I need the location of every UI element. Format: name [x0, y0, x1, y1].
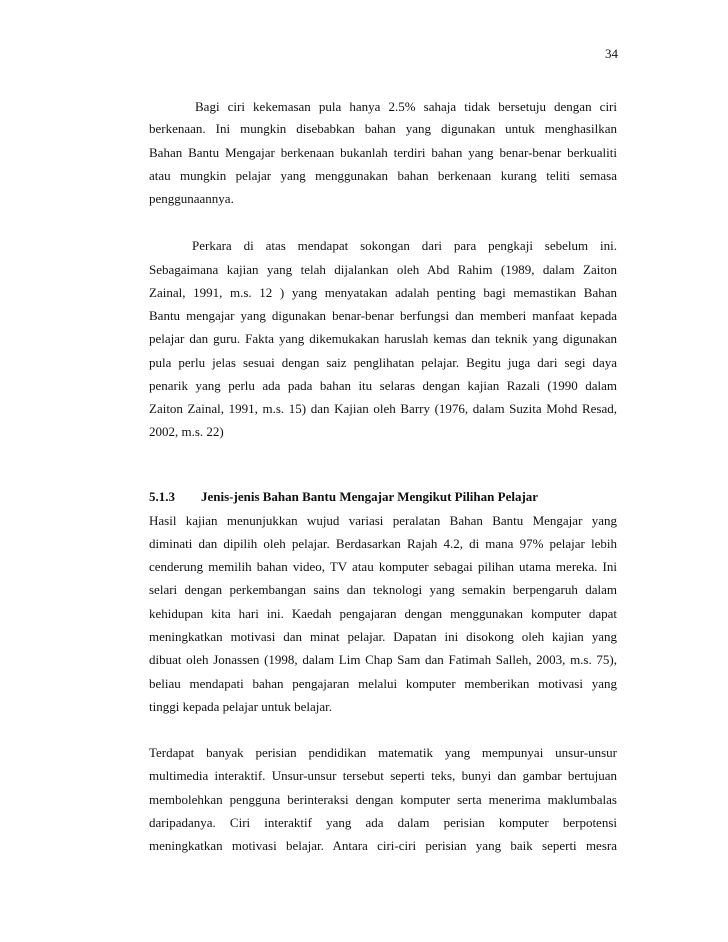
- paragraph-4-line: Terdapat banyak perisian pendidikan matematik yang mempunyai unsur-unsur: [149, 745, 617, 760]
- paragraph-2-line: Bantu mengajar yang digunakan benar-benar berfungsi dan memberi manfaat kepada: [149, 308, 617, 323]
- paragraph-1-line: Bagi ciri kekemasan pula hanya 2.5% sahaja tidak bersetuju dengan ciri: [195, 99, 617, 114]
- paragraph-4-line: multimedia interaktif. Unsur-unsur tersebut seperti teks, bunyi dan gambar bertujuan: [149, 768, 617, 783]
- paragraph-2-line: 2002, m.s. 22): [149, 424, 224, 439]
- paragraph-3-line: tinggi kepada pelajar untuk belajar.: [149, 699, 333, 714]
- paragraph-2-line: pelajar dan guru. Fakta yang dikemukakan haruslah kemas dan teknik yang digunakan: [149, 331, 617, 346]
- paragraph-3-line: meningkatkan motivasi dan minat pelajar. Dapatan ini disokong oleh kajian yang: [149, 629, 617, 644]
- section-heading: [149, 489, 538, 505]
- paragraph-3-line: diminati dan dipilih oleh pelajar. Berdasarkan Rajah 4.2, di mana 97% pelajar lebih: [149, 536, 617, 551]
- paragraph-1-line: berkenaan. Ini mungkin disebabkan bahan yang digunakan untuk menghasilkan: [149, 121, 617, 136]
- section-number: 5.1.3: [149, 489, 175, 504]
- paragraph-3-line: Hasil kajian menunjukkan wujud variasi peralatan Bahan Bantu Mengajar yang: [149, 513, 617, 528]
- paragraph-2-line: Sebagaimana kajian yang telah dijalankan oleh Abd Rahim (1989, dalam Zaiton: [149, 262, 617, 277]
- paragraph-3-line: kehidupan kita hari ini. Kaedah pengajaran dengan menggunakan komputer dapat: [149, 606, 617, 621]
- paragraph-4-line: membolehkan pengguna berinteraksi dengan komputer serta menerima maklumbalas: [149, 792, 617, 807]
- paragraph-1-line: Bahan Bantu Mengajar berkenaan bukanlah terdiri bahan yang benar-benar berkualiti: [149, 145, 617, 160]
- paragraph-3-line: dibuat oleh Jonassen (1998, dalam Lim Chap Sam dan Fatimah Salleh, 2003, m.s. 75),: [149, 652, 617, 667]
- paragraph-2-line: Zaiton Zainal, 1991, m.s. 15) dan Kajian oleh Barry (1976, dalam Suzita Mohd Resad,: [149, 401, 617, 416]
- paragraph-2-line: Perkara di atas mendapat sokongan dari para pengkaji sebelum ini.: [192, 238, 617, 253]
- paragraph-1-line: atau mungkin pelajar yang menggunakan bahan berkenaan kurang teliti semasa: [149, 168, 617, 183]
- paragraph-2-line: pula perlu jelas sesuai dengan saiz penglihatan pelajar. Begitu juga dari segi daya: [149, 355, 617, 370]
- paragraph-4-line: daripadanya. Ciri interaktif yang ada dalam perisian komputer berpotensi: [149, 815, 617, 830]
- paragraph-2-line: penarik yang perlu ada pada bahan itu selaras dengan kajian Razali (1990 dalam: [149, 378, 617, 393]
- paragraph-3-line: cenderung memilih bahan video, TV atau komputer sebagai pilihan utama mereka. Ini: [149, 559, 617, 574]
- page-number: 34: [605, 46, 618, 61]
- paragraph-4-line: meningkatkan motivasi belajar. Antara ciri-ciri perisian yang baik seperti mesra: [149, 838, 617, 853]
- section-title: Jenis-jenis Bahan Bantu Mengajar Mengikut Pilihan Pelajar: [201, 489, 539, 504]
- paragraph-3-line: selari dengan perkembangan sains dan teknologi yang semakin berpengaruh dalam: [149, 582, 617, 597]
- paragraph-3-line: beliau mendapati bahan pengajaran melalui komputer memberikan motivasi yang: [149, 676, 617, 691]
- paragraph-2-line: Zainal, 1991, m.s. 12 ) yang menyatakan adalah penting bagi memastikan Bahan: [149, 285, 617, 300]
- paragraph-1-line: penggunaannya.: [149, 191, 234, 206]
